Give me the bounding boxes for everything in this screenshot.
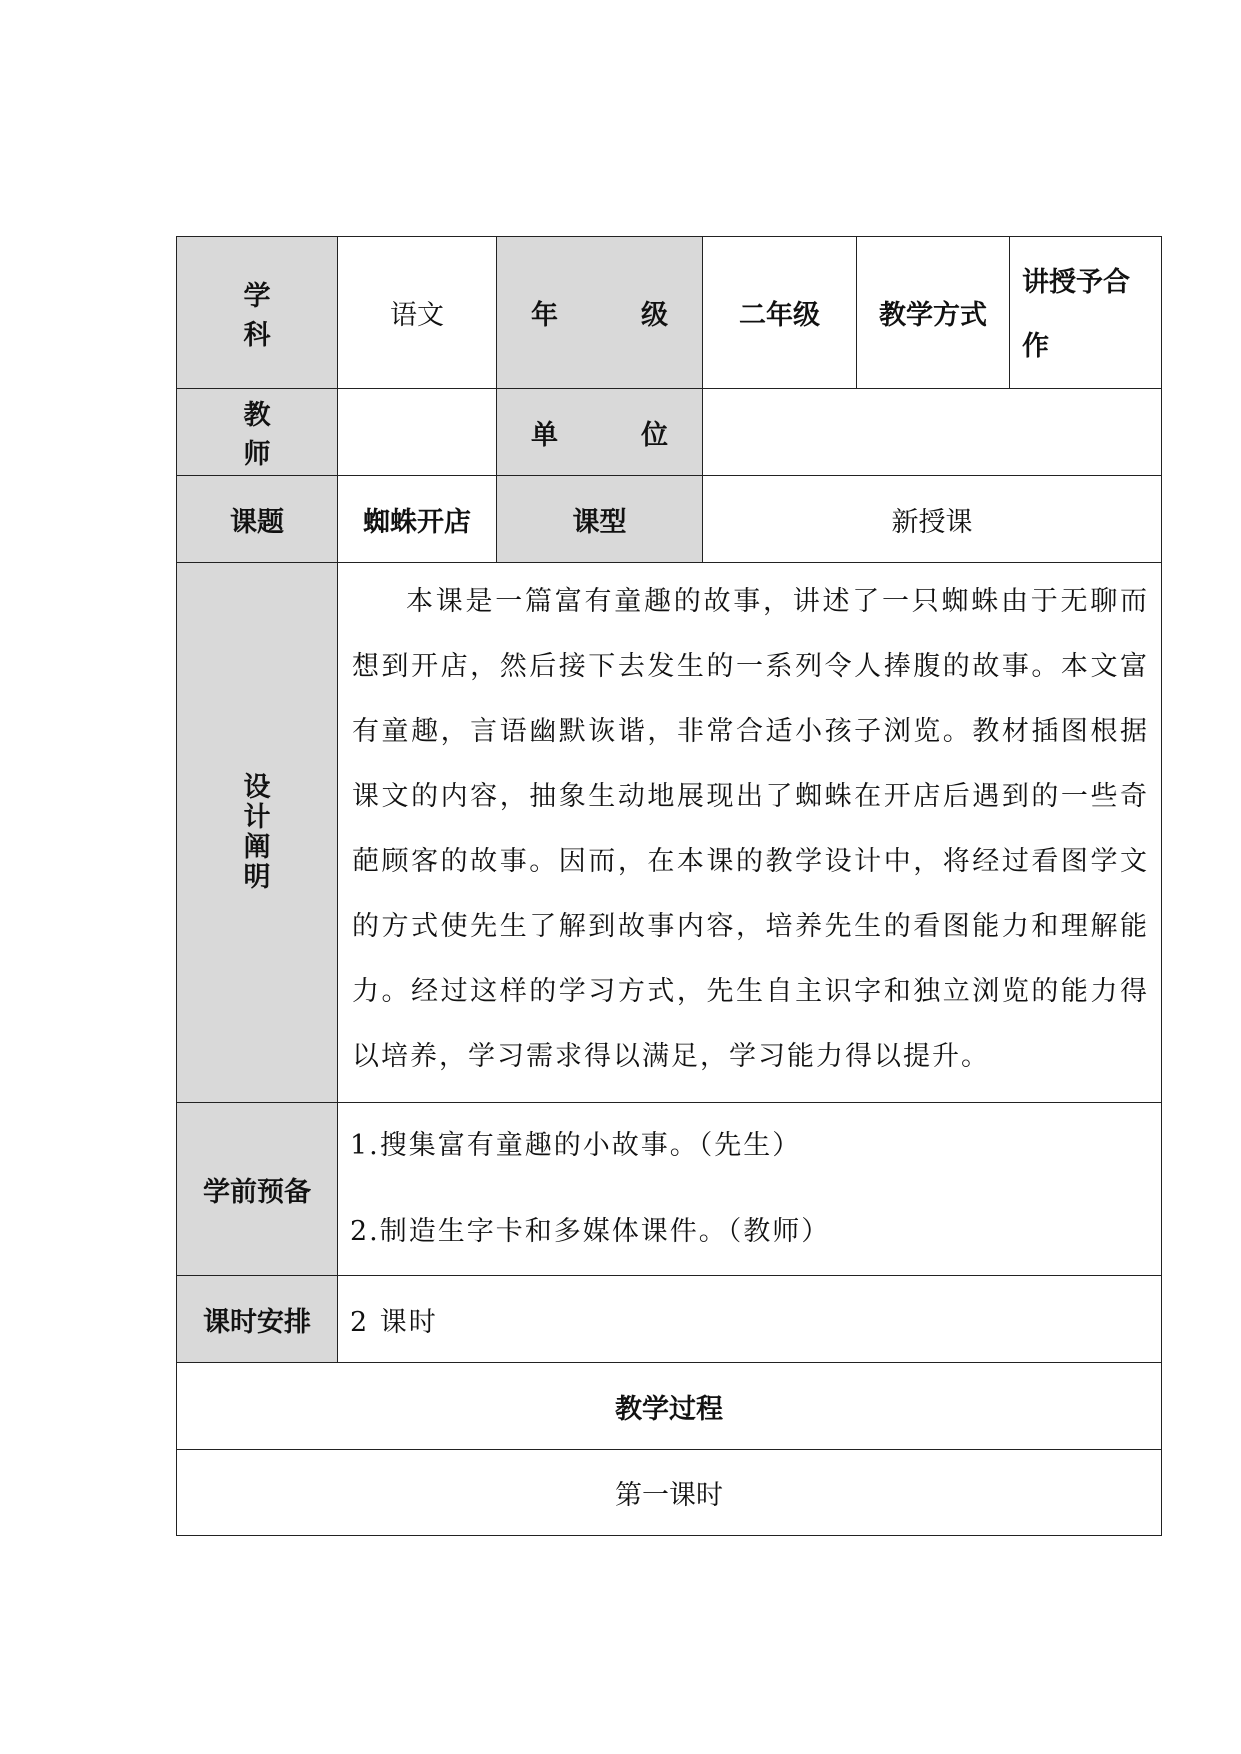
topic-label: 课题 [177,476,338,563]
method-label: 教学方式 [857,237,1010,389]
type-value: 新授课 [703,476,1162,563]
design-label-char: 设 [243,771,271,803]
first-period-row [177,1450,1162,1536]
unit-label: 单 位 [497,389,703,476]
header-row [177,237,1162,389]
lesson-plan-table [176,236,1162,1536]
design-label-char: 阐 [243,831,271,863]
preparation-item: 2.制造生字卡和多媒体课件。（教师） [350,1216,831,1247]
schedule-label: 课时安排 [177,1276,338,1363]
preparation-row [177,1103,1162,1276]
design-row [177,563,1162,1103]
grade-value: 二年级 [703,237,857,389]
preparation-list [338,1103,1162,1276]
design-label [177,563,338,1103]
process-title: 教学过程 [177,1363,1162,1450]
process-title-row [177,1363,1162,1450]
subject-label: 学 科 [177,237,338,389]
schedule-value: 2 课时 [338,1276,1162,1363]
teacher-label: 教 师 [177,389,338,476]
method-value: 讲授予合作 [1010,237,1162,389]
design-label-char: 计 [243,801,271,833]
topic-row [177,476,1162,563]
preparation-label: 学前预备 [177,1103,338,1276]
first-period: 第一课时 [177,1450,1162,1536]
teacher-value [338,389,497,476]
subject-value: 语文 [338,237,497,389]
design-label-char: 明 [243,861,271,893]
grade-label: 年 级 [497,237,703,389]
schedule-row [177,1276,1162,1363]
preparation-item: 1.搜集富有童趣的小故事。（先生） [350,1130,802,1161]
teacher-row [177,389,1162,476]
type-label: 课型 [497,476,703,563]
unit-value [703,389,1162,476]
design-text: 本课是一篇富有童趣的故事，讲述了一只蜘蛛由于无聊而想到开店，然后接下去发生的一系列令人捧腹的故事。本文富有童趣，言语幽默诙谐，非常合适小孩子浏览。教材插图根据课文的内容，抽象生动地展现出了蜘蛛在开店后遇到的一些奇葩顾客的故事。因而，在本课的教学设计中，将经过看图学文的方式使先生了解到故事内容，培养先生的看图能力和理解能力。经过这样的学习方式，先生自主识字和独立浏览的能力得以培养，学习需求得以满足，学习能力得以提升。 [338,563,1162,1103]
topic-value: 蜘蛛开店 [338,476,497,563]
